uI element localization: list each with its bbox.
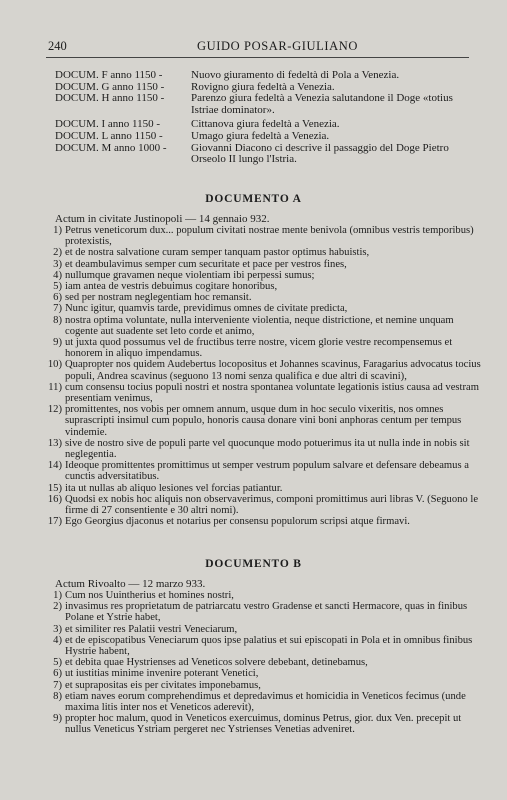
clause-number: 3) (53, 623, 62, 635)
document-b-dateline: Actum Rivoalto — 12 marzo 933. (55, 578, 206, 590)
document-index (55, 70, 479, 166)
clause-number: 2) (53, 601, 62, 613)
index-ref: DOCUM. M anno 1000 - (55, 141, 167, 154)
clause-number: 8) (53, 690, 62, 702)
clause-text: Quapropter nos quidem Audebertus locopositus et Johannes scavinus, Faragarius advocatus tocius populi, Andrea scavinus (seguono 13 nomi senza qualifica e due altri di scavini), (65, 359, 481, 382)
clause (40, 281, 487, 292)
clause-number: 6) (53, 668, 62, 680)
document-a-heading: DOCUMENTO A (205, 193, 302, 205)
clause-text: et suprapositas eis per civitates imponebamus, (65, 679, 261, 691)
clause-number: 1) (53, 590, 62, 601)
clause (40, 460, 487, 482)
index-row (55, 143, 479, 166)
clause (40, 713, 487, 735)
header-rule (46, 57, 469, 58)
clause-text: sed per nostram neglegentiam hoc remansit. (65, 292, 252, 304)
clause-number: 10) (47, 359, 62, 371)
clause (40, 691, 487, 713)
clause-text: et de nostra salvatione curam semper tanquam pastor optimus habuistis, (65, 247, 370, 259)
clause (40, 337, 487, 359)
clause-text: et deambulavimus semper cum securitate et pace per vestros fines, (65, 258, 347, 270)
clause (40, 438, 487, 460)
page-number: 240 (48, 39, 67, 53)
clause-text: ut iustitias minime invenire poterant Venetici, (65, 668, 259, 680)
clause (40, 303, 487, 314)
clause-number: 12) (47, 404, 62, 416)
clause-number: 9) (53, 337, 62, 349)
index-desc: Giovanni Diacono ci descrive il passaggio del Doge Pietro Orseolo II lungo l'Istria. (191, 141, 449, 166)
clause (40, 259, 487, 270)
clause (40, 680, 487, 691)
clause-number: 14) (47, 460, 62, 472)
clause-text: cum consensu tocius populi nostri et nostra spontanea voluntate legationis istius causa ad vestram presentiam venimus, (65, 381, 479, 405)
index-desc: Nuovo giuramento di fedeltà di Pola a Venezia. (191, 69, 400, 81)
clause-text: invasimus res proprietatum de patriarcatu vestro Gradense et sancti Hermacore, quas in finibus Polane et Ystrie habet, (65, 601, 468, 624)
index-ref: DOCUM. G anno 1150 - (55, 80, 165, 93)
clause-text: nostra optima voluntate, nulla interveniente violentia, neque districtione, et nemine unquam cogente aut suadente set leto corde et animo, (65, 314, 454, 337)
clause-number: 9) (53, 713, 62, 725)
clause (40, 657, 487, 668)
index-row (55, 131, 479, 143)
clause (40, 404, 487, 438)
clause-text: iam antea de vestris debuimus cogitare honoribus, (65, 281, 278, 293)
clause-number: 4) (53, 634, 62, 646)
index-row (55, 70, 479, 82)
clause-number: 3) (53, 258, 62, 270)
clause-text: et similiter res Palatii vestri Veneciarum, (65, 623, 238, 635)
clause-text: Nunc igitur, quamvis tarde, previdimus omnes de civitate predicta, (65, 303, 348, 315)
index-ref: DOCUM. F anno 1150 - (55, 69, 163, 81)
document-a-dateline: Actum in civitate Justinopoli — 14 gennaio 932. (55, 213, 270, 225)
index-desc: Umago giura fedeltà a Venezia. (191, 129, 330, 142)
clause-number: 13) (47, 437, 62, 449)
clause-text: ut juxta quod possumus vel de fructibus terre nostre, vicem glorie vestre recompensemus et honorem in aliquo impendamus. (65, 337, 453, 360)
clause (40, 624, 487, 635)
index-ref: DOCUM. I anno 1150 - (55, 118, 160, 131)
index-desc: Parenzo giura fedeltà a Venezia salutandone il Doge «totius Istriae dominator». (191, 92, 453, 116)
index-desc: Cittanova giura fedeltà a Venezia. (191, 118, 340, 131)
document-b-heading: DOCUMENTO B (205, 558, 302, 570)
clause-number: 2) (53, 247, 62, 259)
clause-text: et de episcopatibus Veneciarum quos ipse palatius et sui episcopati in Pola et in omnibus finibus Hystrie habent, (65, 634, 473, 658)
clause-number: 8) (53, 314, 62, 326)
clause (40, 270, 487, 281)
clause (40, 601, 487, 623)
clause-number: 15) (47, 482, 62, 494)
clause-text: propter hoc malum, quod in Veneticos exercuimus, dominus Petrus, gior. dux Ven. precepit ut nullus Veneticus Ystriam pergeret nec Ystrienses Venetias adveniret. (65, 713, 462, 736)
clause (40, 359, 487, 381)
clause (40, 494, 487, 516)
clause-text: ita ut nullas ab aliquo lesiones vel forcias patiantur. (65, 482, 283, 494)
document-b-clauses (40, 590, 487, 736)
clause (40, 590, 487, 601)
index-desc: Rovigno giura fedeltà a Venezia. (191, 80, 335, 93)
clause-text: promittentes, nos vobis per omnem annum, usque dum in hoc seculo vixeritis, nos omnes suprascripti insimul cum populo, honoris causa donare vini boni anphoras centum per tempus vindemie. (65, 404, 462, 438)
clause (40, 483, 487, 494)
clause (40, 315, 487, 337)
clause-number: 7) (53, 303, 62, 315)
clause (40, 225, 487, 247)
clause-text: et debita quae Hystrienses ad Veneticos solvere debebant, detinebamus, (65, 657, 368, 669)
clause-text: Quodsi ex nobis hoc aliquis non observaverimus, componi promittimus auri libras V. (Seguono le firme di 27 consentiente e 30 altri nomi). (65, 493, 479, 517)
clause (40, 668, 487, 679)
index-ref: DOCUM. H anno 1150 - (55, 92, 165, 105)
clause-number: 1) (53, 225, 62, 236)
clause-number: 6) (53, 292, 62, 304)
clause (40, 247, 487, 258)
clause-number: 4) (53, 269, 62, 281)
document-a-clauses (40, 225, 487, 527)
clause-number: 11) (48, 381, 62, 393)
clause (40, 635, 487, 657)
clause-number: 5) (53, 281, 62, 293)
clause (40, 516, 487, 527)
clause-text: Petrus veneticorum dux... populum civitati nostrae mente benivola (omnibus vestris temporibus) protexistis, (65, 225, 474, 248)
index-row (55, 93, 479, 116)
clause (40, 292, 487, 303)
clause-number: 16) (47, 493, 62, 505)
index-ref: DOCUM. L anno 1150 - (55, 129, 163, 142)
clause (40, 382, 487, 404)
running-title: GUIDO POSAR-GIULIANO (197, 39, 358, 53)
clause-text: nullumque gravamen neque violentiam ibi perpessi sumus; (65, 269, 315, 281)
clause-text: Ego Georgius djaconus et notarius per consensu populorum scripsi atque firmavi. (65, 516, 410, 528)
clause-text: Cum nos Uuintherius et homines nostri, (65, 590, 234, 601)
clause-text: etiam naves eorum comprehendimus et depredavimus et homicidia in Veneticos fecimus (unde maxima litis inter nos et Veneticos aderevit), (65, 690, 466, 714)
running-head (48, 38, 467, 54)
clause-number: 17) (47, 516, 62, 528)
clause-text: Ideoque promittentes promittimus ut semper vestrum populum salvare et defensare debeamus a cunctis adversitatibus. (65, 460, 469, 483)
clause-number: 5) (53, 657, 62, 669)
clause-number: 7) (53, 679, 62, 691)
clause-text: sive de nostro sive de populi parte vel quocunque modo potuerimus ita ut nulla inde in nobis sit neglegentia. (65, 437, 470, 461)
